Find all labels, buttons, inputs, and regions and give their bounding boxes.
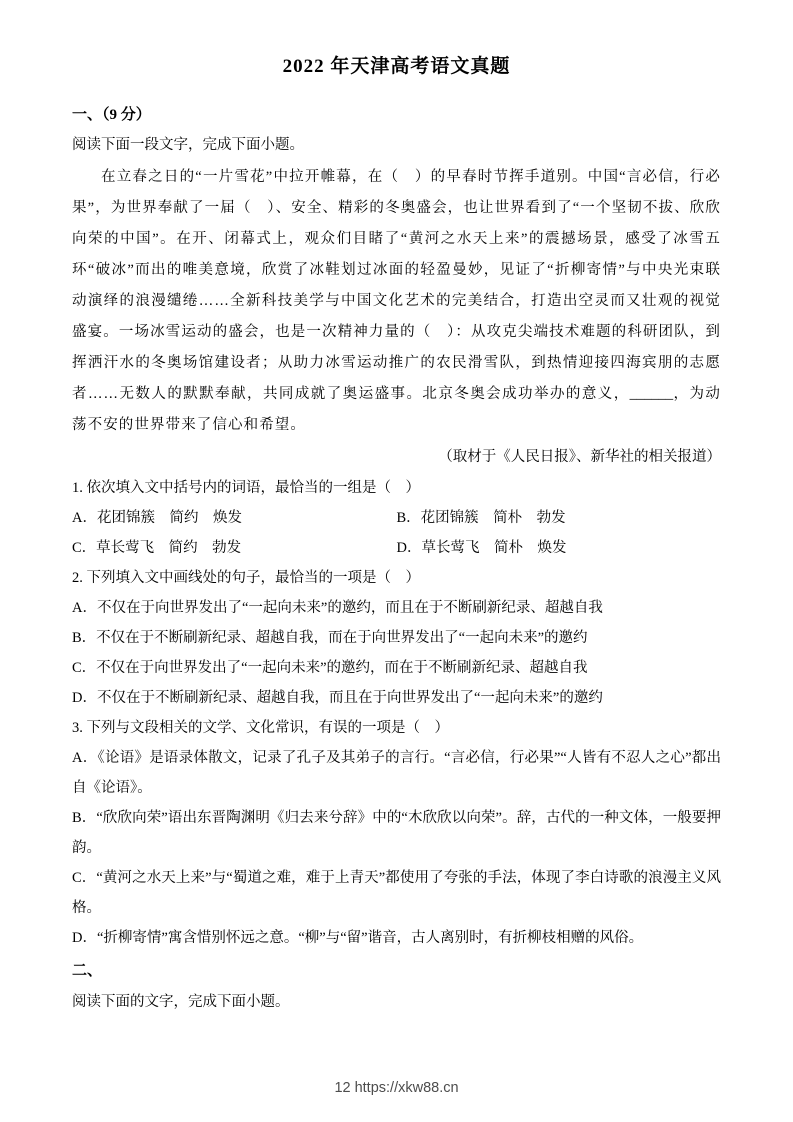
- question-1-option-b: B．花团锦簇 简朴 勃发: [396, 510, 566, 526]
- question-1-stem: 1. 依次填入文中括号内的词语，最恰当的一组是（ ）: [72, 480, 420, 496]
- question-1-option-a: A．花团锦簇 简约 焕发: [72, 510, 242, 526]
- question-2-option-d: D．不仅在于不断刷新纪录、超越自我，而且在于向世界发出了“一起向未来”的邀约: [72, 690, 603, 706]
- question-3-option-b: B．“欣欣向荣”语出东晋陶渊明《归去来兮辞》中的“木欣欣以向荣”。辞，古代的一种文体，一般要押韵。: [72, 810, 721, 856]
- page-title: 2022 年天津高考语文真题: [282, 56, 511, 77]
- question-1-option-d: D．草长莺飞 简朴 焕发: [396, 540, 567, 556]
- section-one-heading: 一、（9 分）: [72, 107, 151, 123]
- passage-text-before-blank: 在立春之日的“一片雪花”中拉开帷幕，在（ ）的早春时节挥手道别。中国“言必信，行必果”，为世界奉献了一届（ ）、安全、精彩的冬奥盛会，也让世界看到了“一个坚韧不拔、欣欣向荣的中国”。在开、闭幕式上，观众们目睹了“黄河之水天上来”的震撼场景，感受了冰雪五环“破冰”而出的唯美意境，欣赏了冰鞋划过冰面的轻盈曼妙，见证了“折柳寄情”与中央光束联动演绎的浪漫缱绻……全新科技美学与中国文化艺术的完美结合，打造出空灵而又壮观的视觉盛宴。一场冰雪运动的盛会，也是一次精神力量的（ ）：从攻克尖端技术难题的科研团队，到挥洒汗水的冬奥场馆建设者；从助力冰雪运动推广的农民滑雪队，到热情迎接四海宾朋的志愿者……无数人的默默奉献，共同成就了奥运盛事。北京冬奥会成功举办的意义，: [72, 169, 721, 402]
- question-3-option-d: D．“折柳寄情”寓含惜别怀远之意。“柳”与“留”谐音，古人离别时，有折柳枝相赠的风俗。: [72, 930, 644, 946]
- question-1-option-c: C．草长莺飞 简约 勃发: [72, 540, 242, 556]
- blank-line: ______: [629, 386, 674, 402]
- section-two-heading: 二、: [72, 963, 103, 979]
- section-one-intro: 阅读下面一段文字，完成下面小题。: [72, 137, 304, 153]
- passage-text-after-blank: ，为动荡不安的世界带来了信心和希望。: [72, 386, 721, 433]
- question-2-option-b: B．不仅在于不断刷新纪录、超越自我，而在于向世界发出了“一起向未来”的邀约: [72, 630, 588, 646]
- question-1-options: [72, 503, 721, 563]
- question-3-stem: 3. 下列与文段相关的文学、文化常识，有误的一项是（ ）: [72, 720, 449, 736]
- question-1: [72, 473, 721, 563]
- question-2: [72, 563, 721, 713]
- passage-paragraph: [72, 162, 721, 441]
- question-2-option-a: A．不仅在于向世界发出了“一起向未来”的邀约，而且在于不断刷新纪录、超越自我: [72, 600, 603, 616]
- question-3-option-c: C．“黄河之水天上来”与“蜀道之难，难于上青天”都使用了夸张的手法，体现了李白诗歌的浪漫主义风格。: [72, 870, 721, 916]
- question-3: [72, 713, 721, 953]
- source-attribution: （取材于《人民日报》、新华社的相关报道）: [438, 449, 721, 465]
- question-3-option-a: A．《论语》是语录体散文，记录了孔子及其弟子的言行。“言必信，行必果”“人皆有不忍人之心”都出自《论语》。: [72, 750, 721, 796]
- question-2-stem: 2. 下列填入文中画线处的句子，最恰当的一项是（ ）: [72, 570, 420, 586]
- page-footer: 12 https://xkw88.cn: [334, 1080, 459, 1096]
- question-2-option-c: C．不仅在于向世界发出了“一起向未来”的邀约，而在于不断刷新纪录、超越自我: [72, 660, 588, 676]
- section-two-intro: 阅读下面的文字，完成下面小题。: [72, 994, 290, 1010]
